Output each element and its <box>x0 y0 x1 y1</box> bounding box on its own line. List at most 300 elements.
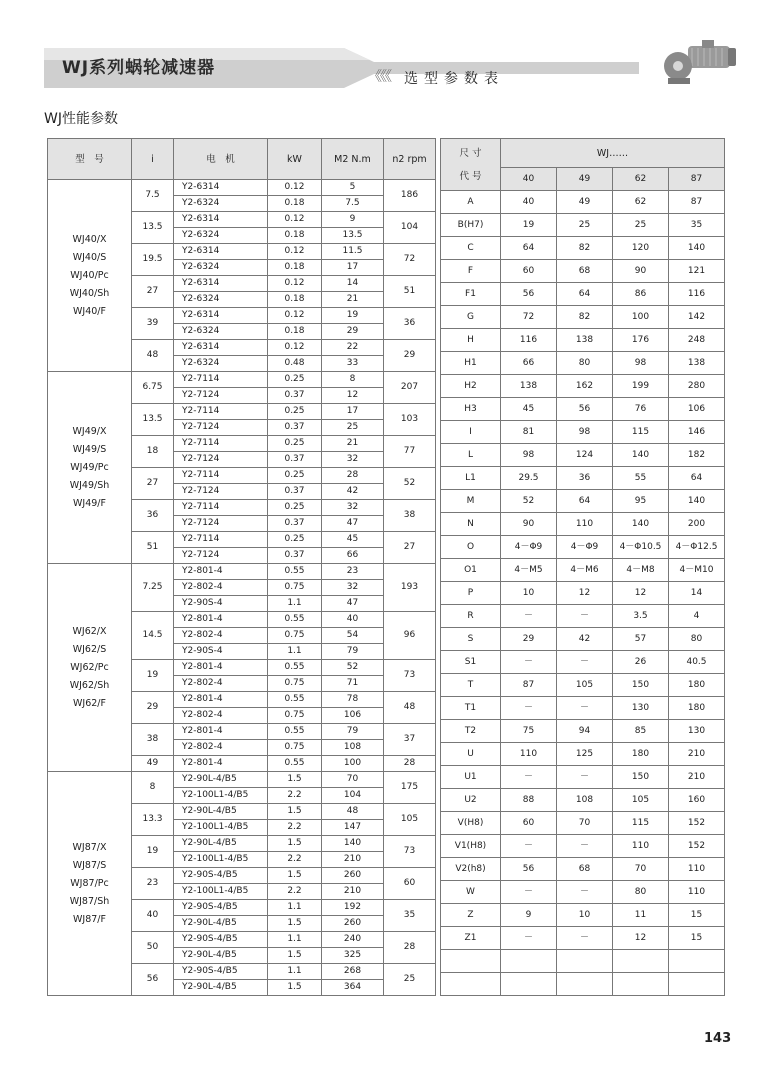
catalog-title: WJ系列蜗轮减速器 <box>62 58 216 78</box>
dimension-value-cell: 15 <box>669 927 725 950</box>
dimension-value-cell: 80 <box>613 881 669 904</box>
table-row <box>441 881 725 904</box>
power-cell: 0.12 <box>268 180 322 196</box>
dimension-value-cell: 85 <box>613 720 669 743</box>
motor-cell: Y2-6314 <box>174 340 268 356</box>
table-row <box>441 513 725 536</box>
dimension-value-cell: 140 <box>613 513 669 536</box>
model-cell: WJ62/X WJ62/S WJ62/Pc WJ62/Sh WJ62/F <box>48 564 132 772</box>
speed-cell: 104 <box>384 212 436 244</box>
torque-cell: 240 <box>322 932 384 948</box>
torque-cell: 79 <box>322 724 384 740</box>
dimension-value-cell: 70 <box>613 858 669 881</box>
ratio-cell: 14.5 <box>132 612 174 660</box>
motor-cell: Y2-90S-4/B5 <box>174 932 268 948</box>
table-row <box>48 372 436 388</box>
model-cell: WJ40/X WJ40/S WJ40/Pc WJ40/Sh WJ40/F <box>48 180 132 372</box>
ratio-cell: 13.3 <box>132 804 174 836</box>
power-cell: 0.25 <box>268 468 322 484</box>
dimension-value-cell: 52 <box>501 490 557 513</box>
power-cell: 2.2 <box>268 884 322 900</box>
table-row <box>441 421 725 444</box>
power-cell: 0.12 <box>268 276 322 292</box>
speed-cell: 105 <box>384 804 436 836</box>
dimension-value-cell: 199 <box>613 375 669 398</box>
dimension-value-cell: － <box>557 835 613 858</box>
dimension-value-cell: 64 <box>501 237 557 260</box>
ratio-cell: 49 <box>132 756 174 772</box>
motor-cell: Y2-7124 <box>174 548 268 564</box>
dimension-value-cell: 49 <box>557 191 613 214</box>
ratio-cell: 27 <box>132 276 174 308</box>
dimension-code-cell: H3 <box>441 398 501 421</box>
motor-cell: Y2-100L1-4/B5 <box>174 788 268 804</box>
dimension-value-cell: 180 <box>669 697 725 720</box>
table-row <box>441 467 725 490</box>
dimension-value-cell: 176 <box>613 329 669 352</box>
torque-cell: 25 <box>322 420 384 436</box>
ratio-cell: 19.5 <box>132 244 174 276</box>
dimension-value-cell: 138 <box>501 375 557 398</box>
dimension-value-cell: 120 <box>613 237 669 260</box>
power-cell: 2.2 <box>268 788 322 804</box>
power-cell: 1.5 <box>268 772 322 788</box>
power-cell: 1.5 <box>268 868 322 884</box>
power-cell: 1.5 <box>268 836 322 852</box>
speed-cell: 60 <box>384 868 436 900</box>
dimension-value-cell: 9 <box>501 904 557 927</box>
dimension-value-cell: － <box>501 881 557 904</box>
torque-cell: 11.5 <box>322 244 384 260</box>
table-row <box>441 628 725 651</box>
ratio-cell: 19 <box>132 836 174 868</box>
speed-cell: 72 <box>384 244 436 276</box>
dimension-value-cell: 3.5 <box>613 605 669 628</box>
dimension-value-cell: 55 <box>613 467 669 490</box>
power-cell: 0.55 <box>268 724 322 740</box>
dimension-value-cell: 160 <box>669 789 725 812</box>
torque-cell: 268 <box>322 964 384 980</box>
dimension-value-cell: 11 <box>613 904 669 927</box>
table-row <box>48 772 436 788</box>
dimension-value-cell: 4－Φ10.5 <box>613 536 669 559</box>
table-row <box>441 375 725 398</box>
power-cell: 0.12 <box>268 244 322 260</box>
dimension-label-header <box>441 139 501 191</box>
table-row <box>441 237 725 260</box>
series-header: WJ…… <box>501 139 725 168</box>
dimension-value-cell: 140 <box>669 490 725 513</box>
dimension-value-cell <box>613 973 669 996</box>
dimension-code-cell: G <box>441 306 501 329</box>
dimension-value-cell: 57 <box>613 628 669 651</box>
dimension-value-cell: 19 <box>501 214 557 237</box>
section-title: WJ性能参数 <box>44 111 118 127</box>
power-cell: 0.18 <box>268 196 322 212</box>
dimension-value-cell: 140 <box>669 237 725 260</box>
dimension-value-cell: 56 <box>557 398 613 421</box>
motor-cell: Y2-90L-4/B5 <box>174 980 268 996</box>
speed-cell: 73 <box>384 836 436 868</box>
power-cell: 2.2 <box>268 852 322 868</box>
table-row <box>441 789 725 812</box>
dimension-code-cell: R <box>441 605 501 628</box>
dimension-value-cell: 87 <box>501 674 557 697</box>
header-label-top: 尺 寸 <box>459 147 482 159</box>
dimension-value-cell: 162 <box>557 375 613 398</box>
column-header: 电 机 <box>174 139 268 180</box>
power-cell: 0.25 <box>268 532 322 548</box>
dimension-value-cell: 110 <box>669 858 725 881</box>
dimension-value-cell <box>669 950 725 973</box>
power-cell: 0.37 <box>268 516 322 532</box>
dimension-value-cell: 29 <box>501 628 557 651</box>
motor-cell: Y2-90S-4 <box>174 644 268 660</box>
dimension-value-cell: 248 <box>669 329 725 352</box>
motor-cell: Y2-6314 <box>174 276 268 292</box>
torque-cell: 45 <box>322 532 384 548</box>
dimension-value-cell: 56 <box>501 858 557 881</box>
dimension-value-cell: 4 <box>669 605 725 628</box>
dimension-code-cell: I <box>441 421 501 444</box>
dimension-value-cell: 142 <box>669 306 725 329</box>
speed-cell: 29 <box>384 340 436 372</box>
power-cell: 0.48 <box>268 356 322 372</box>
dimension-code-cell: F1 <box>441 283 501 306</box>
motor-cell: Y2-7114 <box>174 468 268 484</box>
dimension-value-cell <box>669 973 725 996</box>
table-row <box>441 605 725 628</box>
motor-cell: Y2-7124 <box>174 484 268 500</box>
speed-cell: 36 <box>384 308 436 340</box>
ratio-cell: 7.25 <box>132 564 174 612</box>
speed-cell: 35 <box>384 900 436 932</box>
dimension-value-cell: 110 <box>669 881 725 904</box>
ratio-cell: 38 <box>132 724 174 756</box>
motor-cell: Y2-90L-4/B5 <box>174 772 268 788</box>
torque-cell: 32 <box>322 580 384 596</box>
speed-cell: 38 <box>384 500 436 532</box>
dimension-code-cell: L1 <box>441 467 501 490</box>
dimension-value-cell: 12 <box>613 927 669 950</box>
table-row <box>441 329 725 352</box>
dimension-value-cell: 4－Φ12.5 <box>669 536 725 559</box>
dimension-value-cell: 87 <box>669 191 725 214</box>
speed-cell: 207 <box>384 372 436 404</box>
table-row <box>441 973 725 996</box>
dimension-value-cell: － <box>557 927 613 950</box>
dimension-value-cell: － <box>501 605 557 628</box>
motor-cell: Y2-7124 <box>174 388 268 404</box>
dimension-value-cell: － <box>501 651 557 674</box>
dimension-value-cell: 70 <box>557 812 613 835</box>
power-cell: 0.25 <box>268 404 322 420</box>
dimension-code-cell: V1(H8) <box>441 835 501 858</box>
torque-cell: 192 <box>322 900 384 916</box>
dimension-code-cell: U1 <box>441 766 501 789</box>
dimension-value-cell <box>557 973 613 996</box>
torque-cell: 19 <box>322 308 384 324</box>
speed-cell: 28 <box>384 932 436 964</box>
dimension-value-cell <box>501 973 557 996</box>
dimension-code-cell: C <box>441 237 501 260</box>
motor-cell: Y2-802-4 <box>174 676 268 692</box>
torque-cell: 66 <box>322 548 384 564</box>
dimension-value-cell: 25 <box>557 214 613 237</box>
dimension-value-cell: 130 <box>613 697 669 720</box>
dimension-value-cell: － <box>557 651 613 674</box>
dimension-value-cell: 110 <box>501 743 557 766</box>
power-cell: 0.55 <box>268 660 322 676</box>
dimension-value-cell: 10 <box>557 904 613 927</box>
dimension-value-cell: － <box>501 835 557 858</box>
speed-cell: 73 <box>384 660 436 692</box>
dimension-value-cell: 80 <box>557 352 613 375</box>
speed-cell: 175 <box>384 772 436 804</box>
power-cell: 0.37 <box>268 484 322 500</box>
motor-cell: Y2-7114 <box>174 436 268 452</box>
dimension-value-cell: 86 <box>613 283 669 306</box>
dimension-value-cell: 36 <box>557 467 613 490</box>
table-row <box>441 283 725 306</box>
motor-cell: Y2-801-4 <box>174 756 268 772</box>
dimension-value-cell: 105 <box>557 674 613 697</box>
dimension-value-cell: 200 <box>669 513 725 536</box>
motor-cell: Y2-90S-4 <box>174 596 268 612</box>
motor-cell: Y2-7114 <box>174 372 268 388</box>
dimension-value-cell: － <box>501 766 557 789</box>
table-row <box>441 904 725 927</box>
table-row <box>441 812 725 835</box>
torque-cell: 78 <box>322 692 384 708</box>
dimension-value-cell: 210 <box>669 743 725 766</box>
power-cell: 0.55 <box>268 692 322 708</box>
power-cell: 0.37 <box>268 548 322 564</box>
motor-cell: Y2-802-4 <box>174 708 268 724</box>
torque-cell: 7.5 <box>322 196 384 212</box>
catalog-subtitle: 选型参数表 <box>404 71 504 87</box>
dimension-value-cell: 68 <box>557 858 613 881</box>
dimension-value-cell: 56 <box>501 283 557 306</box>
torque-cell: 21 <box>322 436 384 452</box>
power-cell: 2.2 <box>268 820 322 836</box>
dimension-value-cell: 64 <box>669 467 725 490</box>
dimension-value-cell: 98 <box>613 352 669 375</box>
ratio-cell: 18 <box>132 436 174 468</box>
torque-cell: 22 <box>322 340 384 356</box>
table-row <box>441 950 725 973</box>
power-cell: 0.12 <box>268 340 322 356</box>
dimension-code-cell: U <box>441 743 501 766</box>
table-header-row <box>48 139 436 180</box>
torque-cell: 210 <box>322 884 384 900</box>
dimension-value-cell: 75 <box>501 720 557 743</box>
dimension-value-cell: 110 <box>613 835 669 858</box>
motor-cell: Y2-90L-4/B5 <box>174 948 268 964</box>
speed-cell: 28 <box>384 756 436 772</box>
worm-gear-motor-illustration <box>660 38 740 88</box>
motor-cell: Y2-7114 <box>174 404 268 420</box>
dimension-value-cell: 125 <box>557 743 613 766</box>
power-cell: 0.37 <box>268 420 322 436</box>
torque-cell: 210 <box>322 852 384 868</box>
dimension-value-cell: 152 <box>669 812 725 835</box>
motor-cell: Y2-90S-4/B5 <box>174 868 268 884</box>
motor-cell: Y2-90L-4/B5 <box>174 836 268 852</box>
power-cell: 1.5 <box>268 980 322 996</box>
speed-cell: 52 <box>384 468 436 500</box>
table-row <box>441 536 725 559</box>
dimension-value-cell: 108 <box>557 789 613 812</box>
size-header: 49 <box>557 168 613 191</box>
dimension-value-cell: 10 <box>501 582 557 605</box>
dimension-value-cell: 182 <box>669 444 725 467</box>
dimension-value-cell: 82 <box>557 306 613 329</box>
ratio-cell: 29 <box>132 692 174 724</box>
dimension-value-cell: 140 <box>613 444 669 467</box>
motor-cell: Y2-7124 <box>174 516 268 532</box>
dimension-code-cell: T1 <box>441 697 501 720</box>
dimension-value-cell: 40 <box>501 191 557 214</box>
ratio-cell: 13.5 <box>132 212 174 244</box>
torque-cell: 23 <box>322 564 384 580</box>
dimension-value-cell: 12 <box>613 582 669 605</box>
dimension-value-cell: 116 <box>669 283 725 306</box>
power-cell: 1.5 <box>268 916 322 932</box>
power-cell: 0.25 <box>268 436 322 452</box>
table-row <box>441 352 725 375</box>
dimension-value-cell: 66 <box>501 352 557 375</box>
power-cell: 0.18 <box>268 228 322 244</box>
power-cell: 0.55 <box>268 612 322 628</box>
power-cell: 0.25 <box>268 372 322 388</box>
motor-cell: Y2-100L1-4/B5 <box>174 884 268 900</box>
dimension-code-cell: V2(h8) <box>441 858 501 881</box>
speed-cell: 193 <box>384 564 436 612</box>
header-label-bottom: 代 号 <box>459 170 482 182</box>
dimension-value-cell: － <box>557 697 613 720</box>
dimension-value-cell: 25 <box>613 214 669 237</box>
dimension-value-cell <box>613 950 669 973</box>
motor-cell: Y2-100L1-4/B5 <box>174 852 268 868</box>
dimension-value-cell: 35 <box>669 214 725 237</box>
dimension-code-cell: B(H7) <box>441 214 501 237</box>
speed-cell: 48 <box>384 692 436 724</box>
dimension-value-cell: 62 <box>613 191 669 214</box>
torque-cell: 12 <box>322 388 384 404</box>
ratio-cell: 51 <box>132 532 174 564</box>
torque-cell: 106 <box>322 708 384 724</box>
table-row <box>441 260 725 283</box>
motor-cell: Y2-7114 <box>174 532 268 548</box>
speed-cell: 77 <box>384 436 436 468</box>
power-cell: 0.75 <box>268 628 322 644</box>
dimension-value-cell: 98 <box>501 444 557 467</box>
torque-cell: 5 <box>322 180 384 196</box>
dimension-value-cell: 4－M6 <box>557 559 613 582</box>
dimension-value-cell: 180 <box>669 674 725 697</box>
power-cell: 0.55 <box>268 564 322 580</box>
dimension-value-cell: 115 <box>613 421 669 444</box>
size-header: 62 <box>613 168 669 191</box>
torque-cell: 54 <box>322 628 384 644</box>
dimension-value-cell: 138 <box>669 352 725 375</box>
motor-cell: Y2-801-4 <box>174 692 268 708</box>
ratio-cell: 48 <box>132 340 174 372</box>
motor-cell: Y2-90L-4/B5 <box>174 916 268 932</box>
torque-cell: 52 <box>322 660 384 676</box>
table-row <box>441 674 725 697</box>
size-header: 40 <box>501 168 557 191</box>
torque-cell: 13.5 <box>322 228 384 244</box>
dimension-value-cell: 116 <box>501 329 557 352</box>
motor-cell: Y2-802-4 <box>174 628 268 644</box>
dimension-value-cell: 82 <box>557 237 613 260</box>
torque-cell: 70 <box>322 772 384 788</box>
table-row <box>441 444 725 467</box>
dimension-code-cell: L <box>441 444 501 467</box>
dimension-value-cell: 90 <box>613 260 669 283</box>
dimension-value-cell: 4－M10 <box>669 559 725 582</box>
table-row <box>441 306 725 329</box>
dimension-code-cell: A <box>441 191 501 214</box>
dimension-value-cell: 210 <box>669 766 725 789</box>
table-row <box>441 398 725 421</box>
power-cell: 1.1 <box>268 932 322 948</box>
power-cell: 1.5 <box>268 948 322 964</box>
dimension-value-cell: 64 <box>557 490 613 513</box>
ratio-cell: 36 <box>132 500 174 532</box>
dimension-value-cell: 100 <box>613 306 669 329</box>
table-row <box>441 651 725 674</box>
ratio-cell: 8 <box>132 772 174 804</box>
torque-cell: 104 <box>322 788 384 804</box>
power-cell: 0.37 <box>268 388 322 404</box>
dimension-value-cell: 124 <box>557 444 613 467</box>
power-cell: 1.1 <box>268 644 322 660</box>
dimension-code-cell: V(H8) <box>441 812 501 835</box>
dimension-value-cell: 106 <box>669 398 725 421</box>
speed-cell: 27 <box>384 532 436 564</box>
dimension-value-cell: 4－M8 <box>613 559 669 582</box>
power-cell: 0.75 <box>268 676 322 692</box>
model-cell: WJ87/X WJ87/S WJ87/Pc WJ87/Sh WJ87/F <box>48 772 132 996</box>
ratio-cell: 50 <box>132 932 174 964</box>
dimension-value-cell: － <box>557 605 613 628</box>
dimension-value-cell: 4－M5 <box>501 559 557 582</box>
dimension-code-cell: W <box>441 881 501 904</box>
dimension-table <box>440 138 725 996</box>
torque-cell: 29 <box>322 324 384 340</box>
dimension-value-cell: 14 <box>669 582 725 605</box>
motor-cell: Y2-90S-4/B5 <box>174 900 268 916</box>
motor-cell: Y2-7124 <box>174 452 268 468</box>
torque-cell: 17 <box>322 404 384 420</box>
dimension-code-cell <box>441 973 501 996</box>
power-cell: 0.75 <box>268 708 322 724</box>
ratio-cell: 40 <box>132 900 174 932</box>
dimension-value-cell: 130 <box>669 720 725 743</box>
dimension-value-cell: 76 <box>613 398 669 421</box>
page-number: 143 <box>704 1031 732 1046</box>
dimension-value-cell: 4－Φ9 <box>557 536 613 559</box>
power-cell: 1.1 <box>268 596 322 612</box>
table-row <box>441 490 725 513</box>
size-header: 87 <box>669 168 725 191</box>
torque-cell: 147 <box>322 820 384 836</box>
column-header: n2 rpm <box>384 139 436 180</box>
table-row <box>441 743 725 766</box>
